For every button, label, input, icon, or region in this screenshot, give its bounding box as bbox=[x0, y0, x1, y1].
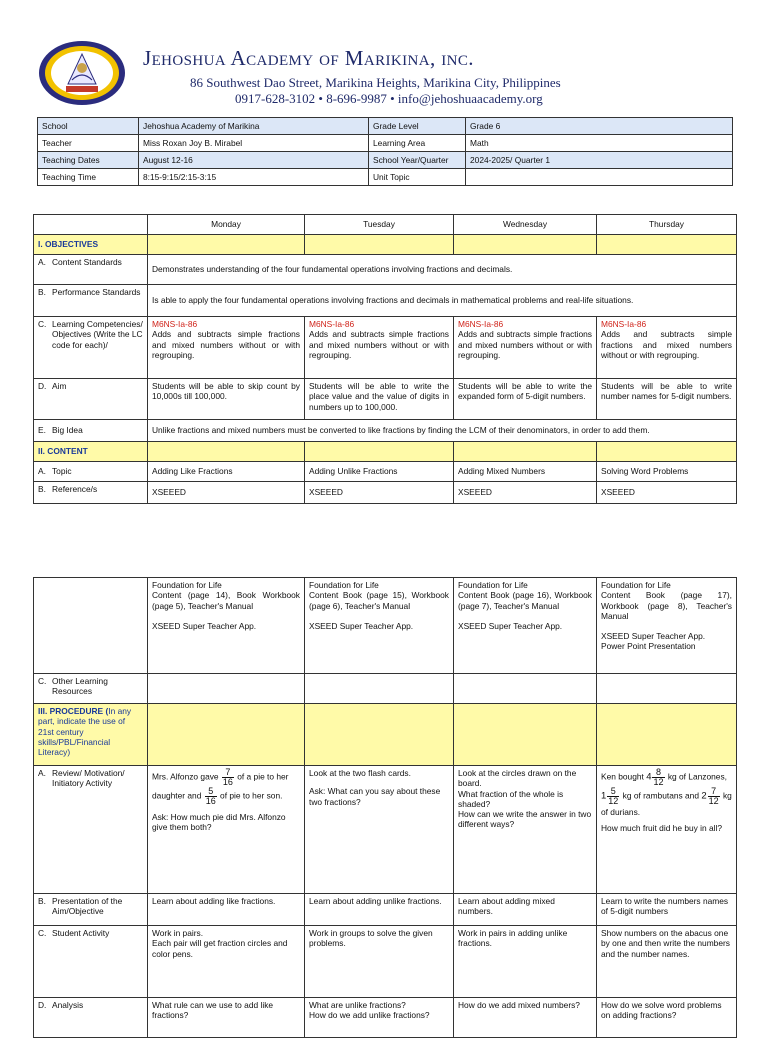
topic-label: Unit Topic bbox=[369, 169, 466, 186]
presentation-cell: Learn about adding unlike fractions. bbox=[305, 894, 454, 926]
other-resources-label: C. Other Learning Resources bbox=[34, 674, 148, 704]
activity-cell: Work in pairs. Each pair will get fraction circles and color pens. bbox=[148, 926, 305, 998]
activity-cell: Show numbers on the abacus one by one and then write the numbers and the number names. bbox=[597, 926, 737, 998]
day-header: Wednesday bbox=[454, 215, 597, 235]
analysis-cell: What are unlike fractions? How do we add unlike fractions? bbox=[305, 998, 454, 1038]
lesson-table-2 bbox=[33, 577, 737, 1038]
time-label: Teaching Time bbox=[38, 169, 139, 186]
topic-value bbox=[466, 169, 733, 186]
reference-cell: XSEEED bbox=[597, 482, 737, 504]
topic-cell: Adding Mixed Numbers bbox=[454, 462, 597, 482]
year-value: 2024-2025/ Quarter 1 bbox=[466, 152, 733, 169]
reference-cell: XSEEED bbox=[454, 482, 597, 504]
area-value: Math bbox=[466, 135, 733, 152]
competency-cell bbox=[305, 317, 454, 379]
dates-value: August 12-16 bbox=[139, 152, 369, 169]
lc-code: M6NS-Ia-86 bbox=[458, 319, 504, 329]
time-value: 8:15-9:15/2:15-3:15 bbox=[139, 169, 369, 186]
big-idea-label: E. Big Idea bbox=[34, 420, 148, 442]
competency-text: Adds and subtracts simple fractions and mixed numbers without or with regrouping. bbox=[152, 329, 300, 360]
grade-value: Grade 6 bbox=[466, 118, 733, 135]
school-value: Jehoshua Academy of Marikina bbox=[139, 118, 369, 135]
content-title: II. CONTENT bbox=[34, 442, 148, 462]
big-idea: Unlike fractions and mixed numbers must be converted to like fractions by finding the LCM of their denominators, in order to add them. bbox=[148, 420, 737, 442]
school-label: School bbox=[38, 118, 139, 135]
topic-cell: Adding Like Fractions bbox=[148, 462, 305, 482]
materials-label bbox=[34, 578, 148, 674]
year-label: School Year/Quarter bbox=[369, 152, 466, 169]
competencies-label: C. Learning Competencies/ Objectives (Write the LC code for each)/ bbox=[34, 317, 148, 379]
info-table bbox=[37, 117, 733, 186]
review-cell-monday: Mrs. Alfonzo gave $\frac{7}{16}$ of a pie to her daughter and $\frac{5}{16}$ of pie to her son. Ask: How much pie did Mrs. Alfonzo give them both? bbox=[148, 766, 305, 894]
presentation-cell: Learn to write the numbers names of 5-digit numbers bbox=[597, 894, 737, 926]
competency-text: Adds and subtracts simple fractions and mixed numbers without or with regrouping. bbox=[309, 329, 449, 360]
dates-label: Teaching Dates bbox=[38, 152, 139, 169]
day-header: Monday bbox=[148, 215, 305, 235]
corner-cell bbox=[34, 215, 148, 235]
day-header: Tuesday bbox=[305, 215, 454, 235]
performance-standards: Is able to apply the four fundamental operations involving fractions and decimals in mathematical problems and real-life situations. bbox=[148, 285, 737, 317]
day-header: Thursday bbox=[597, 215, 737, 235]
grade-label: Grade Level bbox=[369, 118, 466, 135]
analysis-cell: How do we solve word problems on adding fractions? bbox=[597, 998, 737, 1038]
letterhead bbox=[38, 40, 738, 110]
reference-label: B. Reference/s bbox=[34, 482, 148, 504]
lc-code: M6NS-Ia-86 bbox=[601, 319, 647, 329]
lc-code: M6NS-Ia-86 bbox=[309, 319, 355, 329]
objectives-title: I. OBJECTIVES bbox=[34, 235, 148, 255]
lesson-table-1 bbox=[33, 214, 737, 504]
lc-code: M6NS-Ia-86 bbox=[152, 319, 198, 329]
reference-cell: XSEEED bbox=[148, 482, 305, 504]
aim-label: D. Aim bbox=[34, 379, 148, 420]
materials-cell: Foundation for Life Content Book (page 16), Workbook (page 7), Teacher's Manual XSEED Super Teacher App. bbox=[454, 578, 597, 674]
competency-cell bbox=[597, 317, 737, 379]
area-label: Learning Area bbox=[369, 135, 466, 152]
presentation-label: B. Presentation of the Aim/Objective bbox=[34, 894, 148, 926]
school-seal-logo bbox=[38, 40, 126, 106]
aim-cell: Students will be able to write the expanded form of 5-digit numbers. bbox=[454, 379, 597, 420]
content-standards-label: A. Content Standards bbox=[34, 255, 148, 285]
school-name: Jehoshua Academy of Marikina, inc. bbox=[143, 46, 474, 70]
review-cell-thursday: Ken bought 4 $\frac{8}{12}$ kg of Lanzones, 1 $\frac{5}{12}$ kg of rambutans and 2 $\frac{7}{12}$ kg of durians. How much fruit did he buy in all? bbox=[597, 766, 737, 894]
school-contact: 0917-628-3102 • 8-696-9987 • info@jehoshuaacademy.org bbox=[235, 91, 543, 106]
school-address: 86 Southwest Dao Street, Marikina Heights, Marikina City, Philippines bbox=[190, 75, 561, 90]
competency-text: Adds and subtracts simple fractions and mixed numbers without or with regrouping. bbox=[458, 329, 592, 360]
teacher-value: Miss Roxan Joy B. Mirabel bbox=[139, 135, 369, 152]
performance-standards-label: B. Performance Standards bbox=[34, 285, 148, 317]
topic-cell: Solving Word Problems bbox=[597, 462, 737, 482]
review-cell-wednesday: Look at the circles drawn on the board. What fraction of the whole is shaded? How can we write the answer in two different ways? bbox=[454, 766, 597, 894]
aim-cell: Students will be able to write number names for 5-digit numbers. bbox=[597, 379, 737, 420]
content-standards: Demonstrates understanding of the four fundamental operations involving fractions and decimals. bbox=[148, 255, 737, 285]
reference-cell: XSEEED bbox=[305, 482, 454, 504]
aim-cell: Students will be able to write the place value and the value of digits in numbers up to 100,000. bbox=[305, 379, 454, 420]
presentation-cell: Learn about adding like fractions. bbox=[148, 894, 305, 926]
competency-text: Adds and subtracts simple fractions and mixed numbers without or with regrouping. bbox=[601, 329, 732, 360]
teacher-label: Teacher bbox=[38, 135, 139, 152]
competency-cell bbox=[148, 317, 305, 379]
materials-cell: Foundation for Life Content Book (page 15), Workbook (page 6), Teacher's Manual XSEED Super Teacher App. bbox=[305, 578, 454, 674]
materials-cell: Foundation for Life Content Book (page 17), Workbook (page 8), Teacher's Manual XSEED Super Teacher App. Power Point Presentation bbox=[597, 578, 737, 674]
topic-label: A. Topic bbox=[34, 462, 148, 482]
activity-cell: Work in groups to solve the given problems. bbox=[305, 926, 454, 998]
competency-cell bbox=[454, 317, 597, 379]
analysis-label: D. Analysis bbox=[34, 998, 148, 1038]
procedure-title: III. PROCEDURE (In any part, indicate the use of 21st century skills/PBL/Financial Literacy) bbox=[34, 704, 148, 766]
analysis-cell: How do we add mixed numbers? bbox=[454, 998, 597, 1038]
materials-cell: Foundation for Life Content (page 14), Book Workbook (page 5), Teacher's Manual XSEED Super Teacher App. bbox=[148, 578, 305, 674]
presentation-cell: Learn about adding mixed numbers. bbox=[454, 894, 597, 926]
review-label: A. Review/ Motivation/ Initiatory Activity bbox=[34, 766, 148, 894]
activity-cell: Work in pairs in adding unlike fractions. bbox=[454, 926, 597, 998]
activity-label: C. Student Activity bbox=[34, 926, 148, 998]
review-cell-tuesday: Look at the two flash cards. Ask: What can you say about these two fractions? bbox=[305, 766, 454, 894]
aim-cell: Students will be able to skip count by 10,000s till 100,000. bbox=[148, 379, 305, 420]
analysis-cell: What rule can we use to add like fractions? bbox=[148, 998, 305, 1038]
topic-cell: Adding Unlike Fractions bbox=[305, 462, 454, 482]
